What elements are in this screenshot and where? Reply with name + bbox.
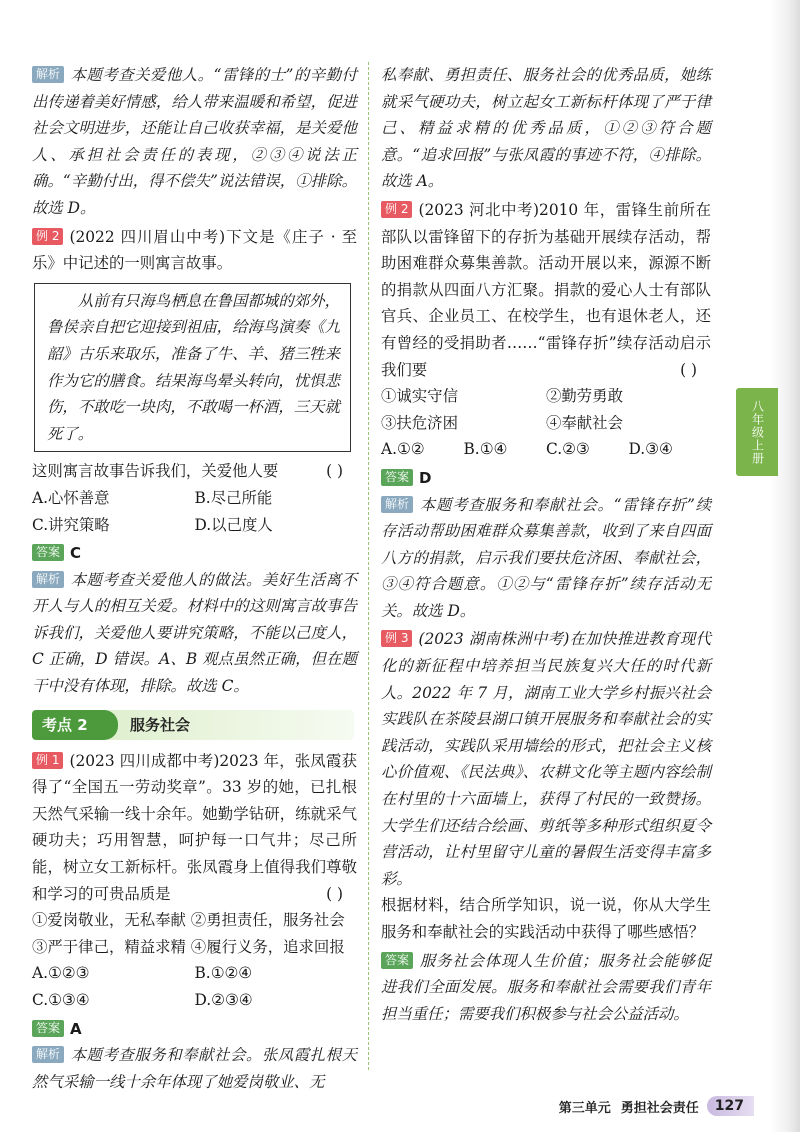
option-a: A.心怀善意 bbox=[32, 488, 110, 507]
section-header bbox=[32, 710, 354, 740]
left-column bbox=[32, 62, 357, 1095]
unit-label: 第三单元 bbox=[558, 1100, 611, 1116]
question-text: 这则寓言故事告诉我们，关爱他人要 bbox=[32, 462, 279, 481]
analysis-tag: 解析 bbox=[32, 1046, 64, 1063]
page-footer bbox=[559, 1094, 754, 1118]
fable-text: 从前有只海鸟栖息在鲁国都城的郊外，鲁侯亲自把它迎接到祖庙，给海鸟演奏《九韶》古乐来取乐，准备了牛、羊、猪三牲来作为它的膳食。结果海鸟晕头转向，忧惧悲伤，不敢吃一块肉，不敢喝一杯酒，三天就死了。 bbox=[47, 291, 340, 443]
analysis-tag: 解析 bbox=[32, 66, 64, 83]
option-b: B.①②④ bbox=[194, 964, 253, 983]
option-b: B.尽己所能 bbox=[194, 488, 273, 507]
statement-2: ②勤劳勇敢 bbox=[546, 387, 623, 406]
answer-value: A bbox=[70, 1019, 82, 1038]
example-2-stem bbox=[32, 224, 357, 277]
example-2-question bbox=[32, 458, 357, 485]
options-grid bbox=[32, 485, 357, 538]
option-d: D.②③④ bbox=[194, 991, 253, 1009]
option-d: D.以己度人 bbox=[194, 515, 273, 534]
section-badge: 考点 2 bbox=[32, 710, 118, 740]
example-3-stem bbox=[381, 626, 711, 892]
answer-line bbox=[32, 540, 357, 567]
answer-value: D bbox=[419, 468, 432, 487]
section-title: 服务社会 bbox=[130, 715, 191, 734]
statement-4: ④奉献社会 bbox=[546, 413, 623, 432]
example-text: (2023 河北中考)2010 年，雷锋生前所在部队以雷锋留下的存折为基础开展续存活动，帮助困难群众募集善款。活动开展以来，源源不断的捐款从四面八方汇聚。捐款的爱心人士有部队官兵、企业员工、在校学生，也有退休老人，还有曾经的受捐助者……“雷锋存折”续存活动启示我们要 bbox=[381, 200, 711, 379]
answer-text: 服务社会体现人生价值；服务社会能够促进我们全面发展。服务和奉献社会需要我们青年担当重任；需要我们积极参与社会公益活动。 bbox=[381, 951, 711, 1023]
analysis-text: 本题考查关爱他人的做法。美好生活离不开人与人的相互关爱。材料中的这则寓言故事告诉我们，关爱他人要讲究策略，不能以己度人，C 正确，D 错误。A、B 观点虽然正确，但在题干中没有体现，排除。故选 C。 bbox=[32, 570, 357, 696]
answer-blank: ( ) bbox=[326, 462, 343, 481]
unit-title: 勇担社会责任 bbox=[620, 1100, 699, 1116]
answer-line bbox=[32, 1016, 357, 1043]
option-d: D.③④ bbox=[628, 440, 673, 459]
analysis-text: 本题考查服务和奉献社会。“雷锋存折”续存活动帮助困难群众募集善款，收到了来自四面八方的捐款，启示我们要扶危济困、奉献社会，③④符合题意。①②与“雷锋存折”续存活动无关。故选 D。 bbox=[381, 495, 711, 620]
answer-tag: 答案 bbox=[381, 952, 413, 969]
example-text: (2023 湖南株洲中考)在加快推进教育现代化的新征程中培养担当民族复兴大任的时代新人。2022 年 7 月，湖南工业大学乡村振兴社会实践队在茶陵县湖口镇开展服务和奉献社会的实践活动，实践队采用墙绘的形式，把社会主义核心价值观、《民法典》、农耕文化等主题内容绘制在村里的十六面墙上，获得了村民的一致赞扬。大学生们还结合绘画、剪纸等多种形式组织夏令营活动，让村里留守儿童的暑假生活变得丰富多彩。 bbox=[381, 630, 711, 888]
analysis-block bbox=[32, 567, 357, 700]
example-tag: 例 3 bbox=[381, 630, 412, 647]
example-text: (2023 四川成都中考)2023 年，张凤霞获得了“全国五一劳动奖章”。33 岁的她，已扎根天然气采输一线十余年。她勤学钻研，练就采气硬功夫；巧用智慧，呵护每一口气井；尽己所能，树立女工新标杆。张凤霞身上值得我们尊敬和学习的可贵品质是 bbox=[32, 751, 357, 903]
option-a: A.①② bbox=[381, 440, 425, 459]
grade-side-tab: 八年级上册 bbox=[736, 388, 778, 476]
option-c: C.①③④ bbox=[32, 991, 90, 1009]
analysis-block bbox=[32, 1042, 357, 1095]
answer-value: C bbox=[70, 544, 82, 563]
answer-tag: 答案 bbox=[381, 469, 413, 486]
statement-1: ①诚实守信 bbox=[381, 387, 458, 406]
example-1-stem bbox=[32, 748, 357, 908]
answer-blank: ( ) bbox=[680, 360, 697, 379]
options-grid bbox=[32, 960, 357, 1013]
option-c: C.②③ bbox=[546, 440, 590, 459]
example-tag: 例 2 bbox=[381, 201, 412, 218]
analysis-tag: 解析 bbox=[32, 571, 64, 588]
option-a: A.①②③ bbox=[32, 964, 90, 983]
answer-block bbox=[381, 948, 711, 1028]
example-tag: 例 1 bbox=[32, 752, 63, 769]
example-2-stem bbox=[381, 197, 711, 383]
options-row bbox=[381, 436, 711, 463]
analysis-block bbox=[32, 62, 357, 222]
answer-blank: ( ) bbox=[326, 884, 343, 903]
page-number: 127 bbox=[707, 1096, 754, 1116]
fable-box bbox=[34, 283, 351, 453]
page-edge-shadow bbox=[770, 0, 800, 1132]
example-question: 根据材料，结合所学知识，说一说，你从大学生服务和奉献社会的实践活动中获得了哪些感悟？ bbox=[381, 896, 711, 941]
analysis-tag: 解析 bbox=[381, 496, 413, 513]
statement-line: ③严于律己，精益求精 ④履行义务，追求回报 bbox=[32, 937, 345, 956]
answer-tag: 答案 bbox=[32, 544, 64, 561]
answer-tag: 答案 bbox=[32, 1020, 64, 1037]
example-source: (2022 四川眉山中考)下文是《庄子 · 至乐》中记述的一则寓言故事。 bbox=[32, 227, 357, 273]
statement-line: ①爱岗敬业，无私奉献 ②勇担责任，服务社会 bbox=[32, 911, 345, 930]
example-tag: 例 2 bbox=[32, 228, 63, 245]
option-c: C.讲究策略 bbox=[32, 515, 110, 534]
analysis-block bbox=[381, 492, 711, 625]
answer-line bbox=[381, 465, 711, 492]
right-column bbox=[381, 62, 711, 1027]
statement-grid bbox=[381, 383, 711, 436]
column-divider bbox=[368, 62, 369, 1070]
option-b: B.①④ bbox=[463, 440, 508, 459]
statement-3: ③扶危济困 bbox=[381, 413, 458, 432]
analysis-continued: 私奉献、勇担责任、服务社会的优秀品质，她练就采气硬功夫，树立起女工新标杆体现了严于律己、精益求精的优秀品质，①②③符合题意。“追求回报”与张凤霞的事迹不符，④排除。故选 A。 bbox=[381, 66, 711, 191]
analysis-text: 本题考查关爱他人。“雷锋的士”的辛勤付出传递着美好情感，给人带来温暖和希望，促进社会文明进步，还能让自己收获幸福，是关爱他人、承担社会责任的表现，②③④说法正确。“辛勤付出，得不偿失”说法错误，①排除。故选 D。 bbox=[32, 66, 357, 217]
analysis-text: 本题考查服务和奉献社会。张凤霞扎根天然气采输一线十余年体现了她爱岗敬业、无 bbox=[32, 1046, 357, 1091]
